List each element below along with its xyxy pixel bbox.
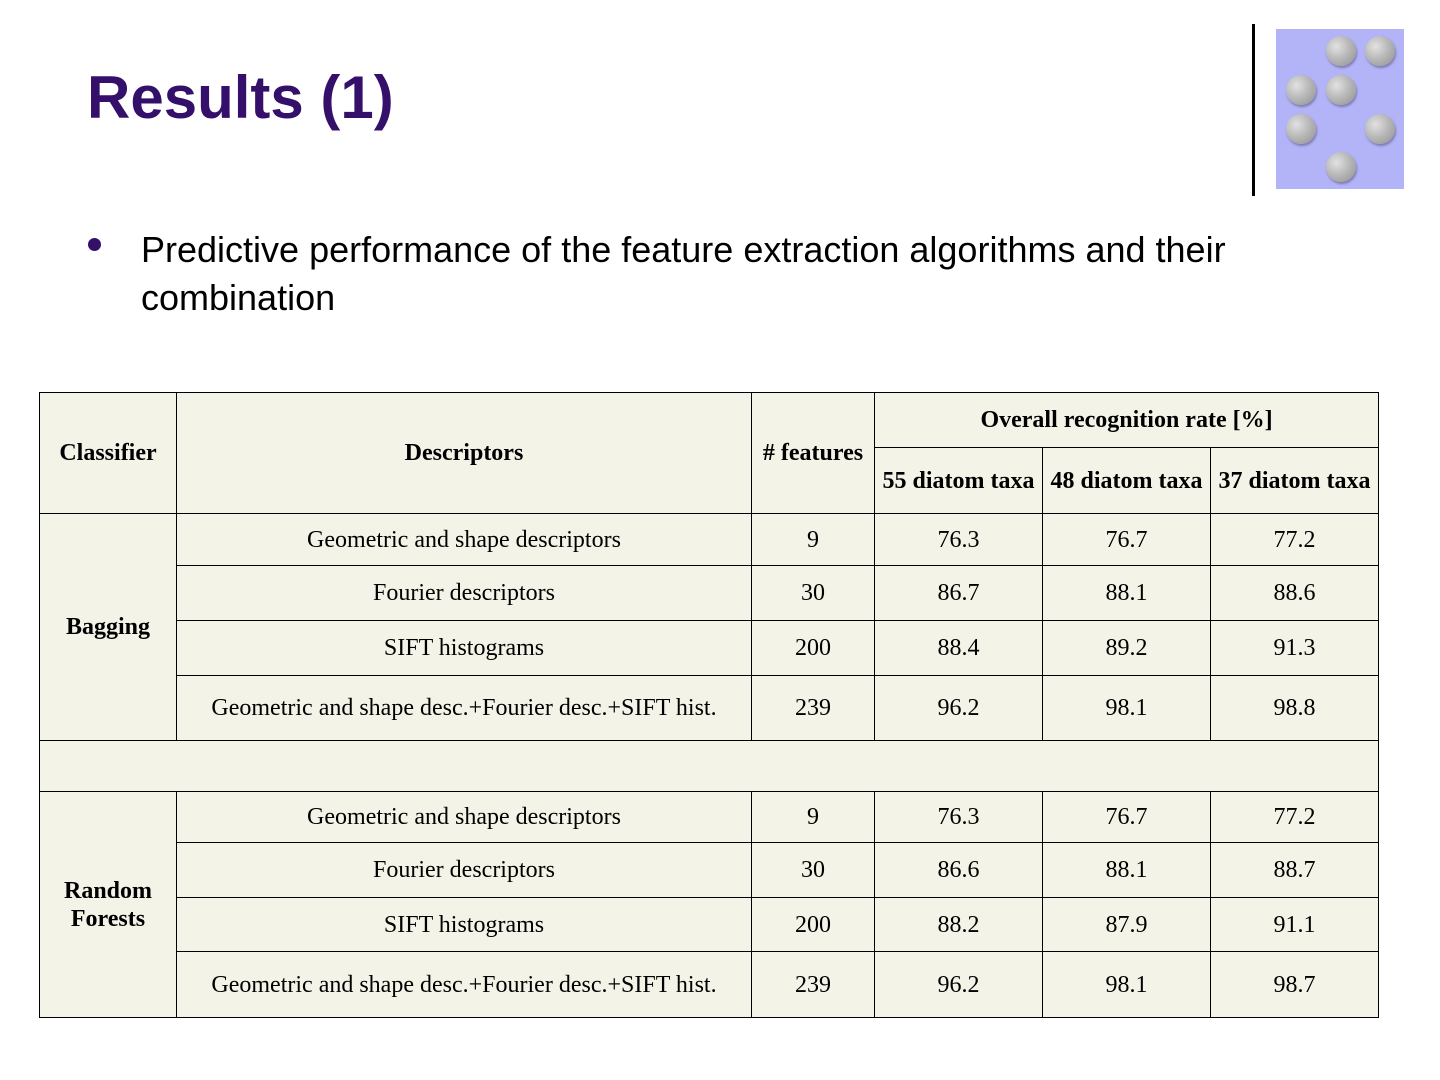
logo-dot <box>1365 114 1395 144</box>
divider-line <box>1252 24 1255 196</box>
rate-37-cell: 77.2 <box>1211 514 1379 566</box>
bullet-item <box>88 226 1378 322</box>
rate-55-cell: 88.4 <box>875 621 1043 676</box>
logo-dot <box>1326 75 1356 105</box>
header-classifier: Classifier <box>40 393 177 514</box>
features-cell: 239 <box>752 952 875 1018</box>
rate-37-cell: 88.6 <box>1211 566 1379 621</box>
features-cell: 30 <box>752 566 875 621</box>
table-row <box>40 566 1379 621</box>
table-row <box>40 676 1379 741</box>
table-row <box>40 621 1379 676</box>
descriptor-cell: SIFT histograms <box>177 621 752 676</box>
classifier-cell: Bagging <box>40 514 177 741</box>
results-table <box>39 392 1379 1018</box>
header-55-taxa: 55 diatom taxa <box>875 448 1043 514</box>
rate-55-cell: 88.2 <box>875 898 1043 952</box>
rate-48-cell: 88.1 <box>1043 843 1211 898</box>
rate-48-cell: 89.2 <box>1043 621 1211 676</box>
rate-48-cell: 87.9 <box>1043 898 1211 952</box>
header-row <box>40 393 1379 448</box>
rate-48-cell: 76.7 <box>1043 514 1211 566</box>
features-cell: 200 <box>752 898 875 952</box>
descriptor-cell: Geometric and shape descriptors <box>177 792 752 843</box>
descriptor-cell: SIFT histograms <box>177 898 752 952</box>
table-row <box>40 792 1379 843</box>
header-48-taxa: 48 diatom taxa <box>1043 448 1211 514</box>
header-overall-rate: Overall recognition rate [%] <box>875 393 1379 448</box>
logo-dot <box>1326 152 1356 182</box>
descriptor-cell: Geometric and shape desc.+Fourier desc.+SIFT hist. <box>177 676 752 741</box>
logo-dot <box>1286 75 1316 105</box>
slide-title: Results (1) <box>87 64 394 131</box>
features-cell: 200 <box>752 621 875 676</box>
rate-55-cell: 86.6 <box>875 843 1043 898</box>
spacer-cell <box>40 741 1379 792</box>
rate-48-cell: 76.7 <box>1043 792 1211 843</box>
rate-37-cell: 98.7 <box>1211 952 1379 1018</box>
classifier-cell: Random Forests <box>40 792 177 1018</box>
rate-37-cell: 88.7 <box>1211 843 1379 898</box>
dots-logo <box>1276 29 1404 189</box>
rate-37-cell: 98.8 <box>1211 676 1379 741</box>
rate-48-cell: 98.1 <box>1043 676 1211 741</box>
rate-37-cell: 91.3 <box>1211 621 1379 676</box>
descriptor-cell: Geometric and shape desc.+Fourier desc.+SIFT hist. <box>177 952 752 1018</box>
features-cell: 239 <box>752 676 875 741</box>
descriptor-cell: Geometric and shape descriptors <box>177 514 752 566</box>
table-row <box>40 952 1379 1018</box>
logo-dot <box>1286 114 1316 144</box>
header-37-taxa: 37 diatom taxa <box>1211 448 1379 514</box>
table-row <box>40 898 1379 952</box>
descriptor-cell: Fourier descriptors <box>177 566 752 621</box>
descriptor-cell: Fourier descriptors <box>177 843 752 898</box>
spacer-row <box>40 741 1379 792</box>
rate-55-cell: 96.2 <box>875 676 1043 741</box>
rate-48-cell: 88.1 <box>1043 566 1211 621</box>
table-row <box>40 514 1379 566</box>
logo-dot <box>1326 36 1356 66</box>
rate-55-cell: 76.3 <box>875 514 1043 566</box>
bullet-dot-icon <box>88 238 101 251</box>
features-cell: 30 <box>752 843 875 898</box>
rate-37-cell: 91.1 <box>1211 898 1379 952</box>
rate-37-cell: 77.2 <box>1211 792 1379 843</box>
rate-48-cell: 98.1 <box>1043 952 1211 1018</box>
rate-55-cell: 86.7 <box>875 566 1043 621</box>
features-cell: 9 <box>752 792 875 843</box>
features-cell: 9 <box>752 514 875 566</box>
header-descriptors: Descriptors <box>177 393 752 514</box>
logo-dot <box>1365 36 1395 66</box>
rate-55-cell: 76.3 <box>875 792 1043 843</box>
bullet-text: Predictive performance of the feature extraction algorithms and their combination <box>141 229 1226 318</box>
rate-55-cell: 96.2 <box>875 952 1043 1018</box>
header-features: # features <box>752 393 875 514</box>
table-row <box>40 843 1379 898</box>
